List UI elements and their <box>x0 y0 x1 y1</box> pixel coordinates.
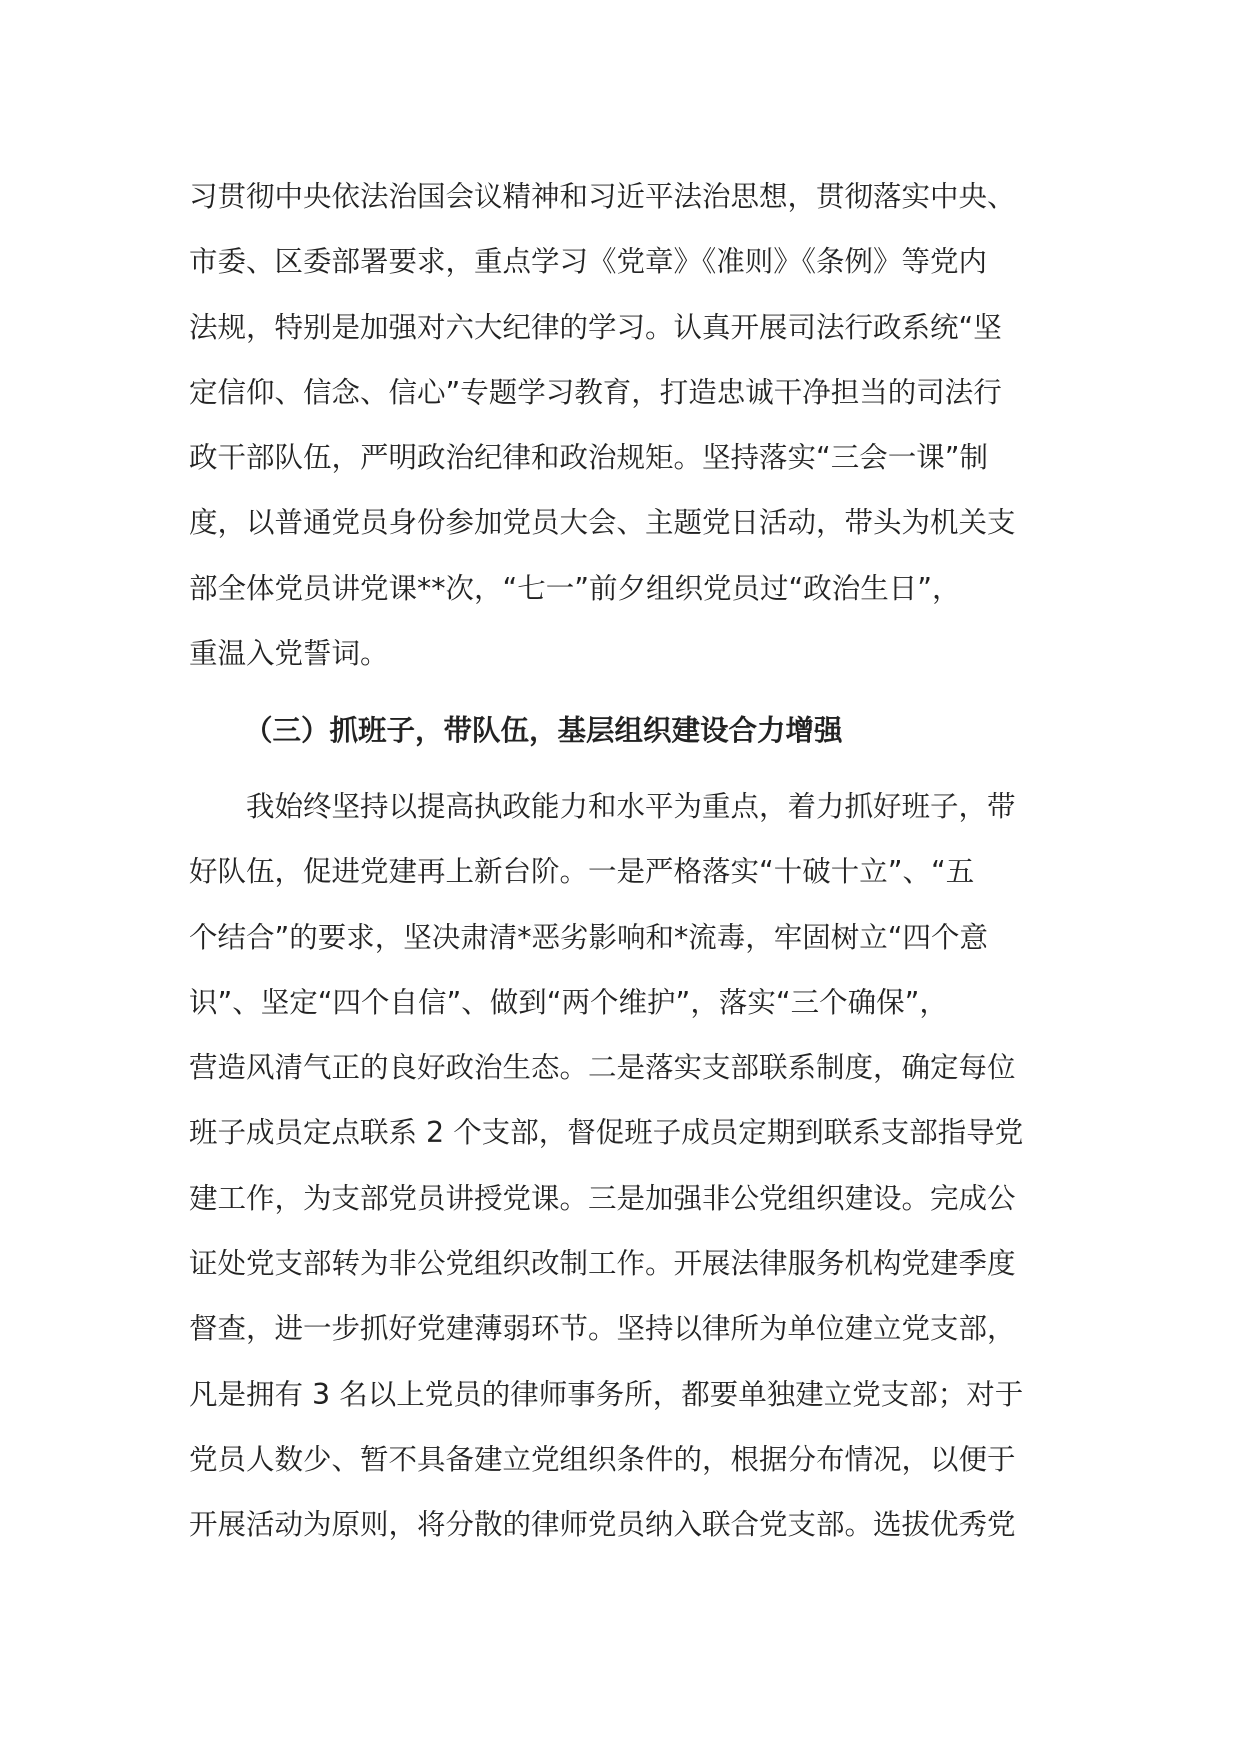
paragraph-line: 部全体党员讲党课**次，“七一”前夕组织党员过“政治生日”， <box>189 571 961 605</box>
section-heading: （三）抓班子，带队伍，基层组织建设合力增强 <box>244 714 843 747</box>
paragraph-line: 凡是拥有 3 名以上党员的律师事务所，都要单独建立党支部；对于 <box>189 1377 1024 1411</box>
paragraph-line: 建工作，为支部党员讲授党课。三是加强非公党组织建设。完成公 <box>189 1181 1016 1215</box>
paragraph-line: 开展活动为原则，将分散的律师党员纳入联合党支部。选拔优秀党 <box>189 1508 1016 1542</box>
paragraph-1 <box>189 164 1069 686</box>
paragraph-2 <box>189 774 1069 1558</box>
paragraph-line: 法规，特别是加强对六大纪律的学习。认真开展司法行政系统“坚 <box>189 310 1002 344</box>
paragraph-line: 度，以普通党员身份参加党员大会、主题党日活动，带头为机关支 <box>189 506 1016 540</box>
paragraph-line: 政干部队伍，严明政治纪律和政治规矩。坚持落实“三会一课”制 <box>189 441 989 475</box>
paragraph-line: 个结合”的要求，坚决肃清*恶劣影响和*流毒，牢固树立“四个意 <box>189 920 989 954</box>
paragraph-line: 识”、坚定“四个自信”、做到“两个维护”，落实“三个确保”， <box>189 985 948 1019</box>
paragraph-line: 习贯彻中央依法治国会议精神和习近平法治思想，贯彻落实中央、 <box>189 180 1016 213</box>
paragraph-line: 营造风清气正的良好政治生态。二是落实支部联系制度，确定每位 <box>189 1051 1016 1085</box>
paragraph-line: 重温入党誓词。 <box>189 637 389 671</box>
paragraph-line: 我始终坚持以提高执政能力和水平为重点，着力抓好班子，带 <box>189 790 1016 823</box>
paragraph-line: 党员人数少、暂不具备建立党组织条件的，根据分布情况，以便于 <box>189 1442 1016 1476</box>
paragraph-line: 市委、区委部署要求，重点学习《党章》《准则》《条例》等党内 <box>189 245 988 279</box>
paragraph-line: 证处党支部转为非公党组织改制工作。开展法律服务机构党建季度 <box>189 1247 1016 1281</box>
paragraph-line: 好队伍，促进党建再上新台阶。一是严格落实“十破十立”、“五 <box>189 855 975 889</box>
paragraph-line: 定信仰、信念、信心”专题学习教育，打造忠诚干净担当的司法行 <box>189 375 1002 409</box>
paragraph-line: 班子成员定点联系 2 个支部，督促班子成员定期到联系支部指导党 <box>189 1116 1024 1150</box>
paragraph-line: 督查，进一步抓好党建薄弱环节。坚持以律所为单位建立党支部， <box>189 1312 1016 1346</box>
